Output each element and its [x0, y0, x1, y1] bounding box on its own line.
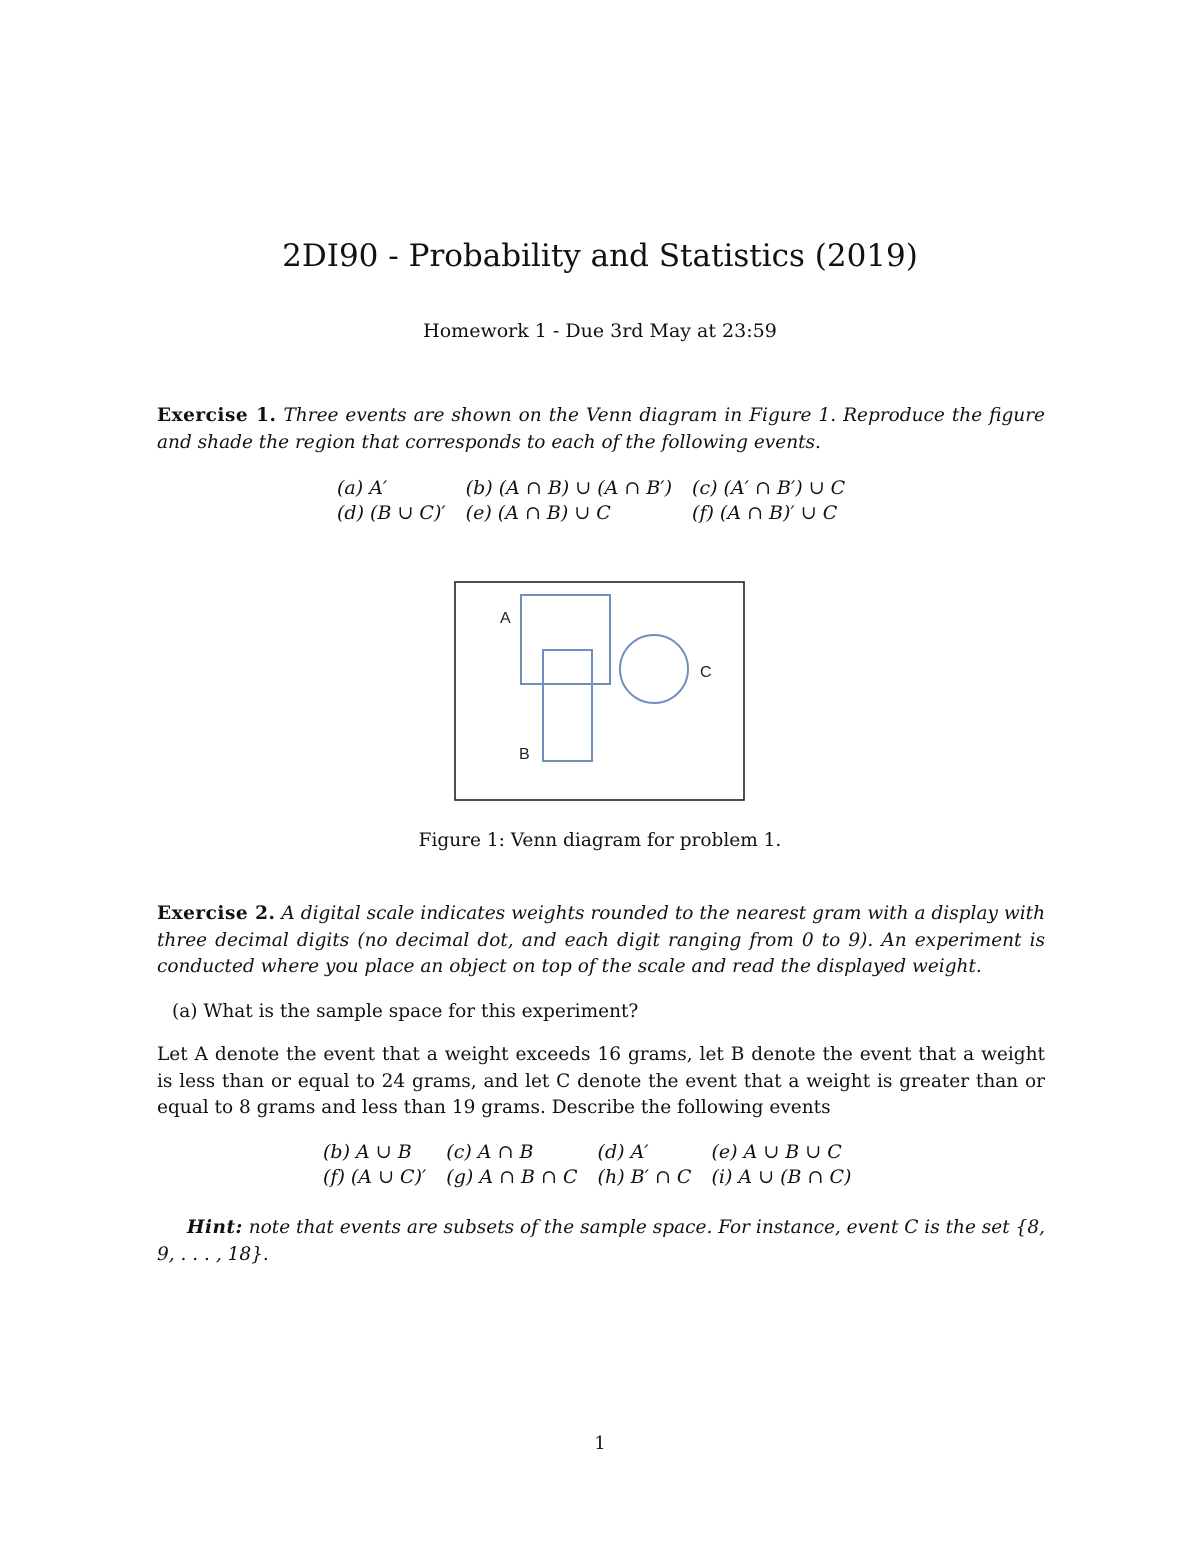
label-b: B	[519, 746, 530, 763]
figure-caption: Figure 1: Venn diagram for problem 1.	[418, 830, 782, 851]
event-item: (b) A ∪ B	[323, 1141, 412, 1163]
exercise-1-text	[157, 403, 1045, 456]
event-item: (a) A′	[337, 477, 388, 499]
exercise-2-body: A digital scale indicates weights rounded to the nearest gram with a display with three decimal digits (no decimal dot, and each digit ranging from 0 to 9). An experiment is conducted where you place an object on top of the scale and read the displayed weight.	[157, 903, 1045, 977]
exercise-1-events	[337, 477, 845, 524]
exercise-1-body: Three events are shown on the Venn diagram in Figure 1. Reproduce the figure and shade the region that corresponds to each of the following events.	[157, 405, 1045, 453]
event-item: (e) (A ∩ B) ∪ C	[465, 502, 611, 524]
label-a: A	[500, 610, 511, 627]
hint-label: Hint:	[187, 1217, 243, 1238]
event-item: (d) (B ∪ C)′	[337, 502, 446, 524]
exercise-1-label: Exercise 1.	[157, 405, 277, 426]
event-item: (i) A ∪ (B ∩ C)	[711, 1166, 852, 1188]
event-item: (h) B′ ∩ C	[597, 1166, 692, 1188]
event-item: (g) A ∩ B ∩ C	[446, 1166, 578, 1188]
event-item: (f) (A ∩ B)′ ∪ C	[692, 502, 838, 524]
exercise-2-question-a: (a) What is the sample space for this experiment?	[172, 1001, 639, 1022]
event-item: (c) (A′ ∩ B′) ∪ C	[692, 477, 846, 499]
exercise-2-events	[323, 1141, 851, 1188]
venn-diagram	[450, 578, 750, 806]
exercise-2-events-text: Let A denote the event that a weight exceeds 16 grams, let B denote the event that a weight is less than or equal to 24 grams, and let C denote the event that a weight is greater than or equal to 8 grams and less than 19 grams. Describe the following events	[157, 1044, 1045, 1118]
hint-paragraph	[157, 1215, 1045, 1268]
event-item: (c) A ∩ B	[446, 1141, 534, 1163]
document-subtitle: Homework 1 - Due 3rd May at 23:59	[423, 320, 777, 342]
event-item: (d) A′	[597, 1141, 649, 1163]
event-item: (b) (A ∩ B) ∪ (A ∩ B′)	[465, 477, 673, 499]
document-title: 2DI90 - Probability and Statistics (2019)	[282, 238, 918, 274]
exercise-2-text	[157, 901, 1045, 981]
event-item: (f) (A ∪ C)′	[323, 1166, 427, 1188]
exercise-2-label: Exercise 2.	[157, 903, 276, 924]
page-number: 1	[594, 1433, 606, 1454]
hint-text: note that events are subsets of the sample space. For instance, event C is the set {8, 9, . . . , 18}.	[157, 1217, 1045, 1265]
label-c: C	[700, 664, 712, 681]
event-item: (e) A ∪ B ∪ C	[711, 1141, 842, 1163]
sample-space-box	[455, 582, 744, 800]
